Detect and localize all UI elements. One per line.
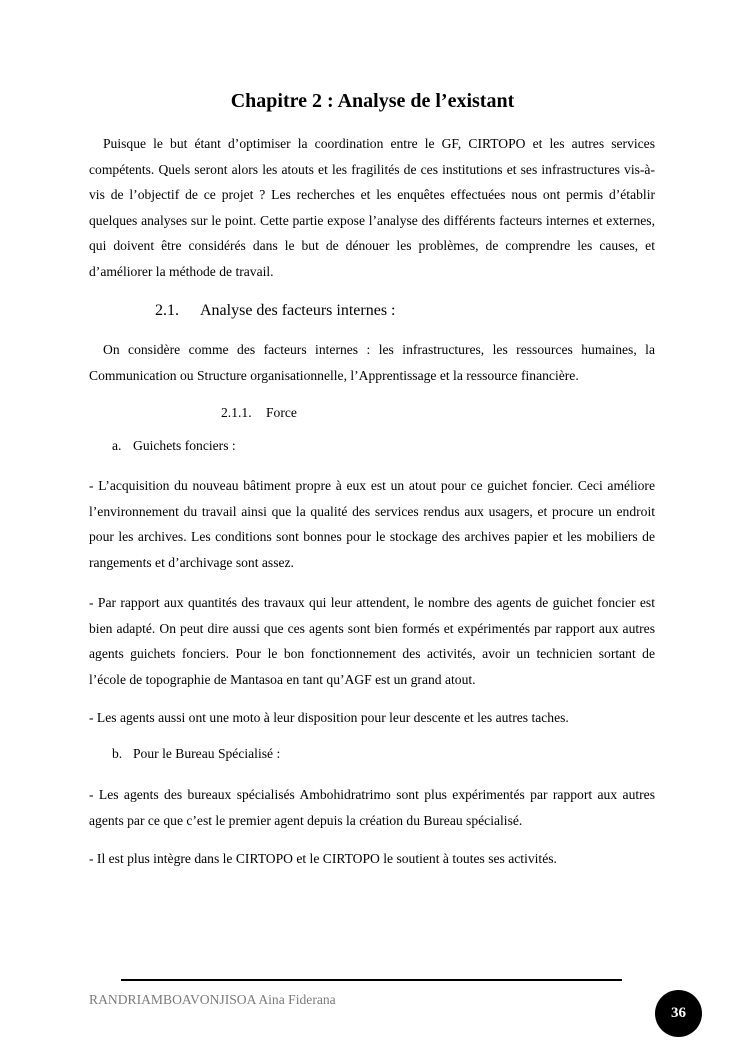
footer-author: RANDRIAMBOAVONJISOA Aina Fiderana bbox=[89, 992, 336, 1007]
part-a-title: Guichets fonciers : bbox=[133, 438, 236, 453]
section-number: 2.1. bbox=[155, 302, 179, 319]
part-a-letter: a. bbox=[112, 438, 122, 453]
subsection-title: Force bbox=[266, 405, 297, 420]
chapter-intro-paragraph: Puisque le but étant d’optimiser la coordination entre le GF, CIRTOPO et les autres services compétents. Quels seront alors les atouts et les fragilités de ces institutions et ses infrastructures vis-à-vis de l’objectif de ce projet ? Les recherches et les enquêtes effectuées nous ont permis d’établir quelques analyses sur le point. Cette partie expose l’analyse des différents facteurs internes et externes, qui doivent être considérés dans le but de dénouer les problèmes, de comprendre les causes, et d’améliorer la méthode de travail. bbox=[89, 136, 655, 279]
part-a-paragraph: - L’acquisition du nouveau bâtiment propre à eux est un atout pour ce guichet foncier. Ceci améliore l’environnement du travail ainsi que la qualité des services rendus aux usagers, et procure un endroit pour les archives. Les conditions sont bonnes pour le stockage des archives papier et les mobiliers de rangements et d’archivage sont assez. bbox=[89, 478, 655, 570]
chapter-title: Chapitre 2 : Analyse de l’existant bbox=[230, 90, 515, 112]
part-a-heading bbox=[112, 438, 236, 454]
section-intro-paragraph: On considère comme des facteurs internes : les infrastructures, les ressources humaines, la Communication ou Structure organisationnelle, l’Apprentissage et la ressource financière. bbox=[89, 342, 655, 383]
footer-divider bbox=[121, 979, 622, 981]
subsection-number: 2.1.1. bbox=[221, 405, 252, 420]
part-b-letter: b. bbox=[112, 746, 123, 761]
part-b-heading bbox=[112, 746, 280, 762]
part-b-paragraph: - Il est plus intègre dans le CIRTOPO et le CIRTOPO le soutient à toutes ses activités. bbox=[89, 851, 557, 866]
section-title: Analyse des facteurs internes : bbox=[200, 302, 396, 319]
part-b-title: Pour le Bureau Spécialisé : bbox=[133, 746, 281, 761]
part-a-paragraph: - Par rapport aux quantités des travaux qui leur attendent, le nombre des agents de guichet foncier est bien adapté. On peut dire aussi que ces agents sont bien formés et expérimentés par rapport aux autres agents guichets fonciers. Pour le bon fonctionnement des activités, avoir un technicien sortant de l’école de topographie de Mantasoa en tant qu’AGF est un grand atout. bbox=[89, 595, 655, 687]
subsection-heading bbox=[221, 405, 297, 421]
part-b-paragraph: - Les agents des bureaux spécialisés Ambohidratrimo sont plus expérimentés par rapport aux autres agents par ce que c’est le premier agent depuis la création du Bureau spécialisé. bbox=[89, 787, 655, 828]
page-number-badge: 36 bbox=[655, 990, 702, 1037]
part-a-paragraph: - Les agents aussi ont une moto à leur disposition pour leur descente et les autres taches. bbox=[89, 710, 569, 725]
section-heading bbox=[155, 302, 395, 320]
